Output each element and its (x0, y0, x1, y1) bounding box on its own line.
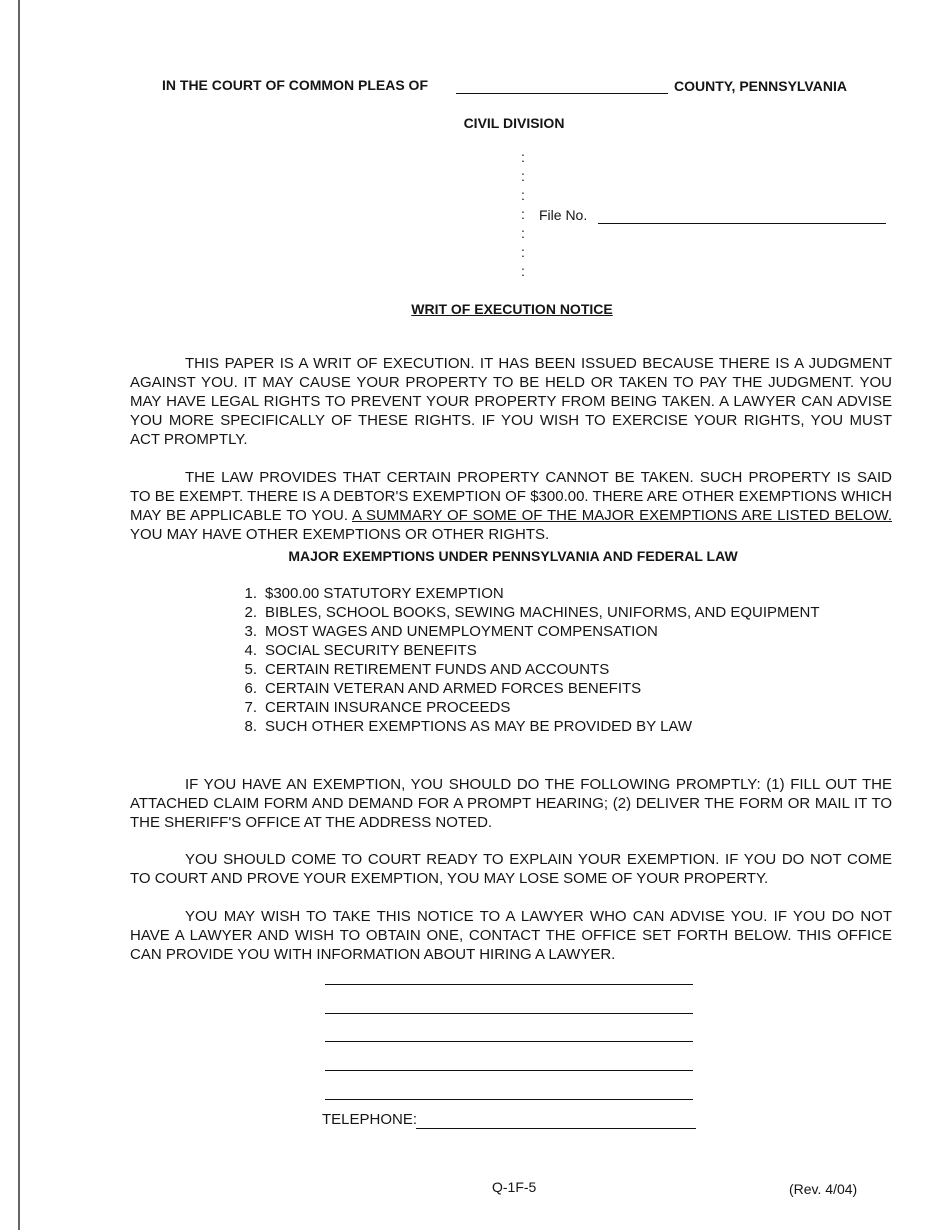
instructions-paragraph-3-text: IF YOU HAVE AN EXEMPTION, YOU SHOULD DO THE FOLLOWING PROMPTLY: (1) FILL OUT THE ATTACHED CLAIM FORM AND DEMAND FOR A PROMPT HEARING; (2) DELIVER THE FORM OR MAIL IT TO THE SHERIFF'S OFFICE AT THE ADDRESS NOTED. (130, 776, 892, 831)
instructions-paragraph-5-text: YOU MAY WISH TO TAKE THIS NOTICE TO A LAWYER WHO CAN ADVISE YOU. IF YOU DO NOT HAVE A LAWYER AND WISH TO OBTAIN ONE, CONTACT THE OFFICE SET FORTH BELOW. THIS OFFICE CAN PROVIDE YOU WITH INFORMATION ABOUT HIRING A LAWYER. (130, 908, 892, 963)
list-item-text: MOST WAGES AND UNEMPLOYMENT COMPENSATION (265, 623, 658, 640)
list-item-text: SOCIAL SECURITY BENEFITS (265, 642, 477, 659)
court-suffix: COUNTY, PENNSYLVANIA (674, 78, 847, 94)
list-item-text: BIBLES, SCHOOL BOOKS, SEWING MACHINES, UNIFORMS, AND EQUIPMENT (265, 604, 820, 621)
list-item (235, 603, 820, 622)
notice-paragraph-2-underlined: A SUMMARY OF SOME OF THE MAJOR EXEMPTIONS ARE LISTED BELOW. (352, 507, 892, 524)
notice-paragraph-2 (130, 468, 892, 544)
list-item (235, 698, 820, 717)
list-item-number: 2. (244, 604, 257, 621)
page-left-edge (18, 0, 20, 1230)
list-item-text: $300.00 STATUTORY EXEMPTION (265, 585, 504, 602)
caption-colon: : (521, 225, 525, 241)
court-prefix: IN THE COURT OF COMMON PLEAS OF (162, 77, 428, 93)
caption-colon: : (521, 168, 525, 184)
office-address-line[interactable] (325, 1041, 693, 1042)
caption-colon: : (521, 187, 525, 203)
list-item-number: 5. (244, 661, 257, 678)
list-item-text: CERTAIN RETIREMENT FUNDS AND ACCOUNTS (265, 661, 610, 678)
instructions-paragraph-4-text: YOU SHOULD COME TO COURT READY TO EXPLAIN YOUR EXEMPTION. IF YOU DO NOT COME TO COURT AND PROVE YOUR EXEMPTION, YOU MAY LOSE SOME OF YOUR PROPERTY. (130, 851, 892, 887)
list-item-number: 4. (244, 642, 257, 659)
list-item-number: 8. (244, 718, 257, 735)
caption-colon: : (521, 149, 525, 165)
office-address-line[interactable] (325, 1070, 693, 1071)
county-blank-line[interactable] (456, 93, 668, 94)
list-item-number: 1. (244, 585, 257, 602)
instructions-paragraph-4 (130, 850, 892, 888)
caption-colon: : (521, 206, 525, 222)
notice-paragraph-1-text: THIS PAPER IS A WRIT OF EXECUTION. IT HAS BEEN ISSUED BECAUSE THERE IS A JUDGMENT AGAINST YOU. IT MAY CAUSE YOUR PROPERTY TO BE HELD OR TAKEN TO PAY THE JUDGMENT. YOU MAY HAVE LEGAL RIGHTS TO PREVENT YOUR PROPERTY FROM BEING TAKEN. A LAWYER CAN ADVISE YOU MORE SPECIFICALLY OF THESE RIGHTS. IF YOU WISH TO EXERCISE YOUR RIGHTS, YOU MUST ACT PROMPTLY. (130, 355, 892, 448)
list-item-text: SUCH OTHER EXEMPTIONS AS MAY BE PROVIDED BY LAW (265, 718, 693, 735)
list-item-text: CERTAIN VETERAN AND ARMED FORCES BENEFITS (265, 680, 642, 697)
list-item (235, 641, 820, 660)
instructions-paragraph-3 (130, 775, 892, 832)
office-address-line[interactable] (325, 984, 693, 985)
revision-date: (Rev. 4/04) (789, 1181, 858, 1197)
telephone-label: TELEPHONE: (322, 1111, 418, 1128)
list-item (235, 622, 820, 641)
office-address-line[interactable] (325, 1099, 693, 1100)
list-item-number: 3. (244, 623, 257, 640)
list-item-text: CERTAIN INSURANCE PROCEEDS (265, 699, 511, 716)
exemptions-heading: MAJOR EXEMPTIONS UNDER PENNSYLVANIA AND FEDERAL LAW (288, 548, 738, 564)
notice-paragraph-1 (130, 354, 892, 449)
list-item (235, 679, 820, 698)
list-item-number: 6. (244, 680, 257, 697)
list-item-number: 7. (244, 699, 257, 716)
caption-colon: : (521, 263, 525, 279)
office-address-line[interactable] (325, 1013, 693, 1014)
notice-title: WRIT OF EXECUTION NOTICE (411, 301, 613, 317)
list-item (235, 584, 820, 603)
exemptions-list (235, 584, 820, 736)
civil-division-heading: CIVIL DIVISION (463, 115, 565, 131)
notice-paragraph-2-text: THE LAW PROVIDES THAT CERTAIN PROPERTY CANNOT BE TAKEN. SUCH PROPERTY IS SAID TO BE EXEMPT. THERE IS A DEBTOR'S EXEMPTION OF $300.00. THERE ARE OTHER EXEMPTIONS WHICH MAY BE APPLICABLE TO YOU. (130, 469, 892, 524)
list-item (235, 660, 820, 679)
file-number-blank-line[interactable] (598, 223, 886, 224)
form-code: Q-1F-5 (492, 1179, 537, 1195)
notice-paragraph-2-tail: YOU MAY HAVE OTHER EXEMPTIONS OR OTHER RIGHTS. (130, 526, 550, 543)
telephone-blank-line[interactable] (416, 1128, 696, 1129)
file-number-label: File No. (539, 207, 588, 223)
list-item (235, 717, 820, 736)
instructions-paragraph-5 (130, 907, 892, 964)
caption-colon: : (521, 244, 525, 260)
